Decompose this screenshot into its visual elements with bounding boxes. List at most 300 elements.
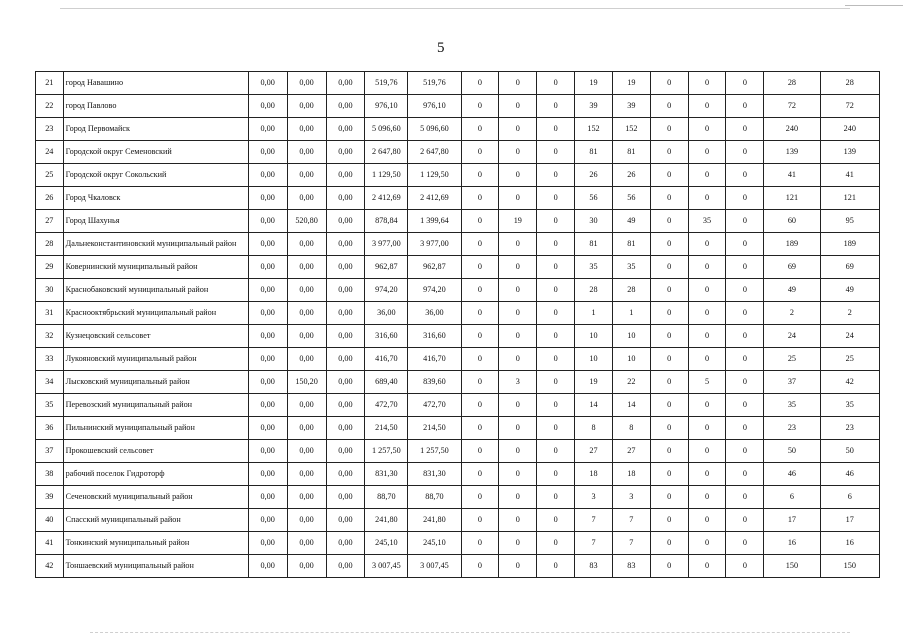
row-number-cell: 23: [36, 118, 64, 141]
count-col-10-cell: 2: [820, 302, 879, 325]
count-col-2-cell: 0: [499, 417, 537, 440]
page-number: 5: [437, 40, 445, 56]
value-col-total-cell: 1 129,50: [408, 164, 461, 187]
value-col-4-cell: 878,84: [365, 210, 408, 233]
value-col-2-cell: 0,00: [287, 394, 326, 417]
count-col-7-cell: 0: [688, 279, 726, 302]
value-col-1-cell: 0,00: [248, 302, 287, 325]
municipality-name-cell: Пильнинский муниципальный район: [63, 417, 248, 440]
value-col-4-cell: 214,50: [365, 417, 408, 440]
count-col-1-cell: 0: [461, 371, 499, 394]
count-col-9-cell: 72: [764, 95, 820, 118]
count-col-4-cell: 35: [575, 256, 613, 279]
data-table: [35, 71, 880, 578]
value-col-2-cell: 0,00: [287, 187, 326, 210]
count-col-10-cell: 16: [820, 532, 879, 555]
municipality-name-cell: Спасский муниципальный район: [63, 509, 248, 532]
table-row: [36, 187, 880, 210]
municipality-name-cell: Город Первомайск: [63, 118, 248, 141]
row-number-cell: 36: [36, 417, 64, 440]
count-col-3-cell: 0: [537, 118, 575, 141]
count-col-6-cell: 0: [650, 72, 688, 95]
count-col-10-cell: 95: [820, 210, 879, 233]
count-col-4-cell: 26: [575, 164, 613, 187]
count-col-2-cell: 0: [499, 164, 537, 187]
value-col-1-cell: 0,00: [248, 325, 287, 348]
scan-top-rule-right: [845, 5, 903, 6]
count-col-2-cell: 0: [499, 555, 537, 578]
table-row: [36, 118, 880, 141]
count-col-6-cell: 0: [650, 95, 688, 118]
value-col-total-cell: 214,50: [408, 417, 461, 440]
municipality-name-cell: город Павлово: [63, 95, 248, 118]
value-col-total-cell: 831,30: [408, 463, 461, 486]
value-col-total-cell: 36,00: [408, 302, 461, 325]
value-col-total-cell: 962,87: [408, 256, 461, 279]
municipality-name-cell: Прокошевский сельсовет: [63, 440, 248, 463]
count-col-7-cell: 0: [688, 555, 726, 578]
municipality-name-cell: Краснооктябрьский муниципальный район: [63, 302, 248, 325]
count-col-7-cell: 0: [688, 440, 726, 463]
count-col-6-cell: 0: [650, 187, 688, 210]
count-col-7-cell: 0: [688, 348, 726, 371]
count-col-3-cell: 0: [537, 164, 575, 187]
row-number-cell: 38: [36, 463, 64, 486]
count-col-5-cell: 19: [612, 72, 650, 95]
row-number-cell: 30: [36, 279, 64, 302]
count-col-1-cell: 0: [461, 256, 499, 279]
count-col-9-cell: 35: [764, 394, 820, 417]
count-col-8-cell: 0: [726, 187, 764, 210]
count-col-6-cell: 0: [650, 394, 688, 417]
count-col-9-cell: 139: [764, 141, 820, 164]
value-col-2-cell: 150,20: [287, 371, 326, 394]
count-col-5-cell: 1: [612, 302, 650, 325]
municipality-name-cell: Кузнецовский сельсовет: [63, 325, 248, 348]
row-number-cell: 37: [36, 440, 64, 463]
count-col-10-cell: 50: [820, 440, 879, 463]
value-col-2-cell: 0,00: [287, 256, 326, 279]
value-col-2-cell: 0,00: [287, 463, 326, 486]
count-col-4-cell: 1: [575, 302, 613, 325]
count-col-6-cell: 0: [650, 532, 688, 555]
count-col-10-cell: 139: [820, 141, 879, 164]
value-col-2-cell: 0,00: [287, 164, 326, 187]
value-col-2-cell: 0,00: [287, 325, 326, 348]
value-col-4-cell: 976,10: [365, 95, 408, 118]
count-col-6-cell: 0: [650, 486, 688, 509]
count-col-3-cell: 0: [537, 256, 575, 279]
count-col-9-cell: 150: [764, 555, 820, 578]
value-col-3-cell: 0,00: [326, 118, 365, 141]
count-col-4-cell: 3: [575, 486, 613, 509]
count-col-4-cell: 18: [575, 463, 613, 486]
value-col-4-cell: 962,87: [365, 256, 408, 279]
row-number-cell: 35: [36, 394, 64, 417]
count-col-1-cell: 0: [461, 486, 499, 509]
count-col-10-cell: 6: [820, 486, 879, 509]
count-col-2-cell: 0: [499, 486, 537, 509]
count-col-6-cell: 0: [650, 440, 688, 463]
count-col-2-cell: 0: [499, 95, 537, 118]
count-col-8-cell: 0: [726, 532, 764, 555]
count-col-9-cell: 2: [764, 302, 820, 325]
value-col-total-cell: 2 647,80: [408, 141, 461, 164]
count-col-7-cell: 0: [688, 532, 726, 555]
value-col-total-cell: 974,20: [408, 279, 461, 302]
count-col-10-cell: 46: [820, 463, 879, 486]
count-col-1-cell: 0: [461, 279, 499, 302]
table-row: [36, 486, 880, 509]
count-col-7-cell: 0: [688, 302, 726, 325]
count-col-8-cell: 0: [726, 509, 764, 532]
count-col-7-cell: 0: [688, 486, 726, 509]
value-col-4-cell: 519,76: [365, 72, 408, 95]
count-col-10-cell: 42: [820, 371, 879, 394]
count-col-1-cell: 0: [461, 118, 499, 141]
value-col-4-cell: 3 007,45: [365, 555, 408, 578]
count-col-7-cell: 0: [688, 95, 726, 118]
table-row: [36, 279, 880, 302]
count-col-4-cell: 83: [575, 555, 613, 578]
value-col-total-cell: 839,60: [408, 371, 461, 394]
value-col-1-cell: 0,00: [248, 417, 287, 440]
count-col-9-cell: 69: [764, 256, 820, 279]
row-number-cell: 29: [36, 256, 64, 279]
count-col-6-cell: 0: [650, 555, 688, 578]
value-col-2-cell: 520,80: [287, 210, 326, 233]
count-col-1-cell: 0: [461, 95, 499, 118]
value-col-3-cell: 0,00: [326, 279, 365, 302]
value-col-4-cell: 472,70: [365, 394, 408, 417]
municipality-name-cell: Городской округ Сокольский: [63, 164, 248, 187]
count-col-8-cell: 0: [726, 233, 764, 256]
value-col-4-cell: 416,70: [365, 348, 408, 371]
count-col-1-cell: 0: [461, 394, 499, 417]
table-row: [36, 509, 880, 532]
count-col-10-cell: 35: [820, 394, 879, 417]
municipality-name-cell: Лысковский муниципальный район: [63, 371, 248, 394]
count-col-4-cell: 19: [575, 72, 613, 95]
value-col-total-cell: 241,80: [408, 509, 461, 532]
count-col-6-cell: 0: [650, 210, 688, 233]
row-number-cell: 39: [36, 486, 64, 509]
count-col-7-cell: 0: [688, 509, 726, 532]
value-col-4-cell: 2 647,80: [365, 141, 408, 164]
value-col-3-cell: 0,00: [326, 325, 365, 348]
value-col-1-cell: 0,00: [248, 164, 287, 187]
count-col-7-cell: 0: [688, 187, 726, 210]
table-row: [36, 302, 880, 325]
count-col-4-cell: 56: [575, 187, 613, 210]
value-col-total-cell: 316,60: [408, 325, 461, 348]
count-col-3-cell: 0: [537, 95, 575, 118]
count-col-8-cell: 0: [726, 141, 764, 164]
count-col-8-cell: 0: [726, 486, 764, 509]
municipality-name-cell: Городской округ Семеновский: [63, 141, 248, 164]
count-col-10-cell: 41: [820, 164, 879, 187]
count-col-3-cell: 0: [537, 417, 575, 440]
count-col-1-cell: 0: [461, 233, 499, 256]
table-row: [36, 348, 880, 371]
count-col-3-cell: 0: [537, 394, 575, 417]
value-col-3-cell: 0,00: [326, 463, 365, 486]
row-number-cell: 31: [36, 302, 64, 325]
count-col-9-cell: 16: [764, 532, 820, 555]
count-col-5-cell: 28: [612, 279, 650, 302]
count-col-3-cell: 0: [537, 532, 575, 555]
count-col-4-cell: 81: [575, 141, 613, 164]
count-col-7-cell: 5: [688, 371, 726, 394]
value-col-1-cell: 0,00: [248, 463, 287, 486]
value-col-1-cell: 0,00: [248, 555, 287, 578]
count-col-9-cell: 41: [764, 164, 820, 187]
value-col-3-cell: 0,00: [326, 532, 365, 555]
table-row: [36, 72, 880, 95]
count-col-1-cell: 0: [461, 210, 499, 233]
count-col-3-cell: 0: [537, 509, 575, 532]
count-col-8-cell: 0: [726, 118, 764, 141]
value-col-total-cell: 5 096,60: [408, 118, 461, 141]
count-col-2-cell: 3: [499, 371, 537, 394]
value-col-4-cell: 3 977,00: [365, 233, 408, 256]
count-col-2-cell: 0: [499, 187, 537, 210]
count-col-5-cell: 49: [612, 210, 650, 233]
count-col-2-cell: 0: [499, 72, 537, 95]
count-col-2-cell: 0: [499, 348, 537, 371]
count-col-4-cell: 27: [575, 440, 613, 463]
table-row: [36, 463, 880, 486]
count-col-2-cell: 0: [499, 118, 537, 141]
count-col-4-cell: 8: [575, 417, 613, 440]
value-col-3-cell: 0,00: [326, 417, 365, 440]
count-col-1-cell: 0: [461, 325, 499, 348]
value-col-4-cell: 245,10: [365, 532, 408, 555]
table-row: [36, 233, 880, 256]
count-col-10-cell: 150: [820, 555, 879, 578]
count-col-9-cell: 6: [764, 486, 820, 509]
count-col-7-cell: 0: [688, 233, 726, 256]
value-col-1-cell: 0,00: [248, 210, 287, 233]
row-number-cell: 25: [36, 164, 64, 187]
count-col-7-cell: 0: [688, 141, 726, 164]
value-col-3-cell: 0,00: [326, 371, 365, 394]
value-col-2-cell: 0,00: [287, 348, 326, 371]
count-col-3-cell: 0: [537, 325, 575, 348]
count-col-1-cell: 0: [461, 440, 499, 463]
value-col-2-cell: 0,00: [287, 555, 326, 578]
count-col-2-cell: 0: [499, 394, 537, 417]
count-col-9-cell: 46: [764, 463, 820, 486]
count-col-4-cell: 10: [575, 325, 613, 348]
table-row: [36, 210, 880, 233]
municipality-name-cell: Город Шахунья: [63, 210, 248, 233]
value-col-2-cell: 0,00: [287, 279, 326, 302]
count-col-3-cell: 0: [537, 486, 575, 509]
table-row: [36, 256, 880, 279]
value-col-4-cell: 1 257,50: [365, 440, 408, 463]
row-number-cell: 26: [36, 187, 64, 210]
count-col-6-cell: 0: [650, 256, 688, 279]
count-col-8-cell: 0: [726, 555, 764, 578]
count-col-9-cell: 189: [764, 233, 820, 256]
count-col-3-cell: 0: [537, 210, 575, 233]
count-col-10-cell: 24: [820, 325, 879, 348]
table-row: [36, 325, 880, 348]
count-col-5-cell: 22: [612, 371, 650, 394]
value-col-3-cell: 0,00: [326, 210, 365, 233]
value-col-4-cell: 831,30: [365, 463, 408, 486]
count-col-3-cell: 0: [537, 555, 575, 578]
value-col-2-cell: 0,00: [287, 509, 326, 532]
count-col-3-cell: 0: [537, 463, 575, 486]
count-col-9-cell: 60: [764, 210, 820, 233]
value-col-4-cell: 36,00: [365, 302, 408, 325]
count-col-2-cell: 0: [499, 509, 537, 532]
row-number-cell: 24: [36, 141, 64, 164]
scan-top-rule: [60, 8, 850, 9]
count-col-6-cell: 0: [650, 325, 688, 348]
count-col-9-cell: 121: [764, 187, 820, 210]
count-col-5-cell: 81: [612, 233, 650, 256]
count-col-7-cell: 0: [688, 164, 726, 187]
count-col-6-cell: 0: [650, 233, 688, 256]
value-col-1-cell: 0,00: [248, 256, 287, 279]
count-col-8-cell: 0: [726, 371, 764, 394]
table-row: [36, 417, 880, 440]
count-col-4-cell: 28: [575, 279, 613, 302]
count-col-3-cell: 0: [537, 440, 575, 463]
table-row: [36, 95, 880, 118]
count-col-7-cell: 0: [688, 256, 726, 279]
value-col-total-cell: 416,70: [408, 348, 461, 371]
value-col-3-cell: 0,00: [326, 187, 365, 210]
count-col-6-cell: 0: [650, 118, 688, 141]
count-col-3-cell: 0: [537, 302, 575, 325]
count-col-9-cell: 50: [764, 440, 820, 463]
value-col-1-cell: 0,00: [248, 95, 287, 118]
municipality-name-cell: Сеченовский муниципальный район: [63, 486, 248, 509]
count-col-2-cell: 0: [499, 532, 537, 555]
value-col-total-cell: 245,10: [408, 532, 461, 555]
count-col-1-cell: 0: [461, 164, 499, 187]
count-col-5-cell: 83: [612, 555, 650, 578]
count-col-8-cell: 0: [726, 394, 764, 417]
count-col-1-cell: 0: [461, 72, 499, 95]
value-col-2-cell: 0,00: [287, 440, 326, 463]
count-col-10-cell: 28: [820, 72, 879, 95]
value-col-total-cell: 2 412,69: [408, 187, 461, 210]
table-row: [36, 532, 880, 555]
count-col-8-cell: 0: [726, 302, 764, 325]
count-col-4-cell: 39: [575, 95, 613, 118]
count-col-9-cell: 25: [764, 348, 820, 371]
value-col-2-cell: 0,00: [287, 417, 326, 440]
count-col-3-cell: 0: [537, 233, 575, 256]
row-number-cell: 28: [36, 233, 64, 256]
count-col-1-cell: 0: [461, 555, 499, 578]
value-col-2-cell: 0,00: [287, 141, 326, 164]
count-col-4-cell: 10: [575, 348, 613, 371]
value-col-1-cell: 0,00: [248, 348, 287, 371]
count-col-6-cell: 0: [650, 164, 688, 187]
value-col-3-cell: 0,00: [326, 302, 365, 325]
count-col-8-cell: 0: [726, 164, 764, 187]
count-col-7-cell: 0: [688, 325, 726, 348]
count-col-5-cell: 18: [612, 463, 650, 486]
value-col-1-cell: 0,00: [248, 141, 287, 164]
scan-bottom-rule: [90, 632, 850, 633]
table-row: [36, 164, 880, 187]
count-col-5-cell: 14: [612, 394, 650, 417]
count-col-10-cell: 69: [820, 256, 879, 279]
count-col-8-cell: 0: [726, 325, 764, 348]
value-col-4-cell: 241,80: [365, 509, 408, 532]
count-col-6-cell: 0: [650, 141, 688, 164]
table-row: [36, 371, 880, 394]
value-col-3-cell: 0,00: [326, 394, 365, 417]
table-row: [36, 555, 880, 578]
count-col-10-cell: 23: [820, 417, 879, 440]
value-col-4-cell: 1 129,50: [365, 164, 408, 187]
count-col-2-cell: 0: [499, 325, 537, 348]
value-col-3-cell: 0,00: [326, 233, 365, 256]
count-col-4-cell: 7: [575, 532, 613, 555]
value-col-total-cell: 472,70: [408, 394, 461, 417]
count-col-5-cell: 3: [612, 486, 650, 509]
row-number-cell: 27: [36, 210, 64, 233]
count-col-2-cell: 0: [499, 256, 537, 279]
count-col-5-cell: 7: [612, 509, 650, 532]
value-col-total-cell: 3 977,00: [408, 233, 461, 256]
count-col-6-cell: 0: [650, 371, 688, 394]
value-col-3-cell: 0,00: [326, 509, 365, 532]
row-number-cell: 34: [36, 371, 64, 394]
count-col-1-cell: 0: [461, 532, 499, 555]
value-col-3-cell: 0,00: [326, 486, 365, 509]
count-col-3-cell: 0: [537, 371, 575, 394]
count-col-4-cell: 14: [575, 394, 613, 417]
value-col-1-cell: 0,00: [248, 72, 287, 95]
value-col-3-cell: 0,00: [326, 256, 365, 279]
municipality-name-cell: Перевозский муниципальный район: [63, 394, 248, 417]
value-col-1-cell: 0,00: [248, 509, 287, 532]
count-col-10-cell: 121: [820, 187, 879, 210]
value-col-4-cell: 88,70: [365, 486, 408, 509]
value-col-1-cell: 0,00: [248, 233, 287, 256]
row-number-cell: 33: [36, 348, 64, 371]
count-col-10-cell: 189: [820, 233, 879, 256]
count-col-5-cell: 27: [612, 440, 650, 463]
count-col-3-cell: 0: [537, 187, 575, 210]
count-col-1-cell: 0: [461, 141, 499, 164]
count-col-9-cell: 49: [764, 279, 820, 302]
count-col-5-cell: 26: [612, 164, 650, 187]
count-col-4-cell: 152: [575, 118, 613, 141]
count-col-2-cell: 0: [499, 440, 537, 463]
value-col-3-cell: 0,00: [326, 348, 365, 371]
value-col-1-cell: 0,00: [248, 440, 287, 463]
value-col-2-cell: 0,00: [287, 532, 326, 555]
value-col-2-cell: 0,00: [287, 72, 326, 95]
value-col-4-cell: 689,40: [365, 371, 408, 394]
value-col-total-cell: 3 007,45: [408, 555, 461, 578]
value-col-1-cell: 0,00: [248, 279, 287, 302]
count-col-9-cell: 17: [764, 509, 820, 532]
count-col-6-cell: 0: [650, 417, 688, 440]
count-col-1-cell: 0: [461, 187, 499, 210]
value-col-3-cell: 0,00: [326, 164, 365, 187]
